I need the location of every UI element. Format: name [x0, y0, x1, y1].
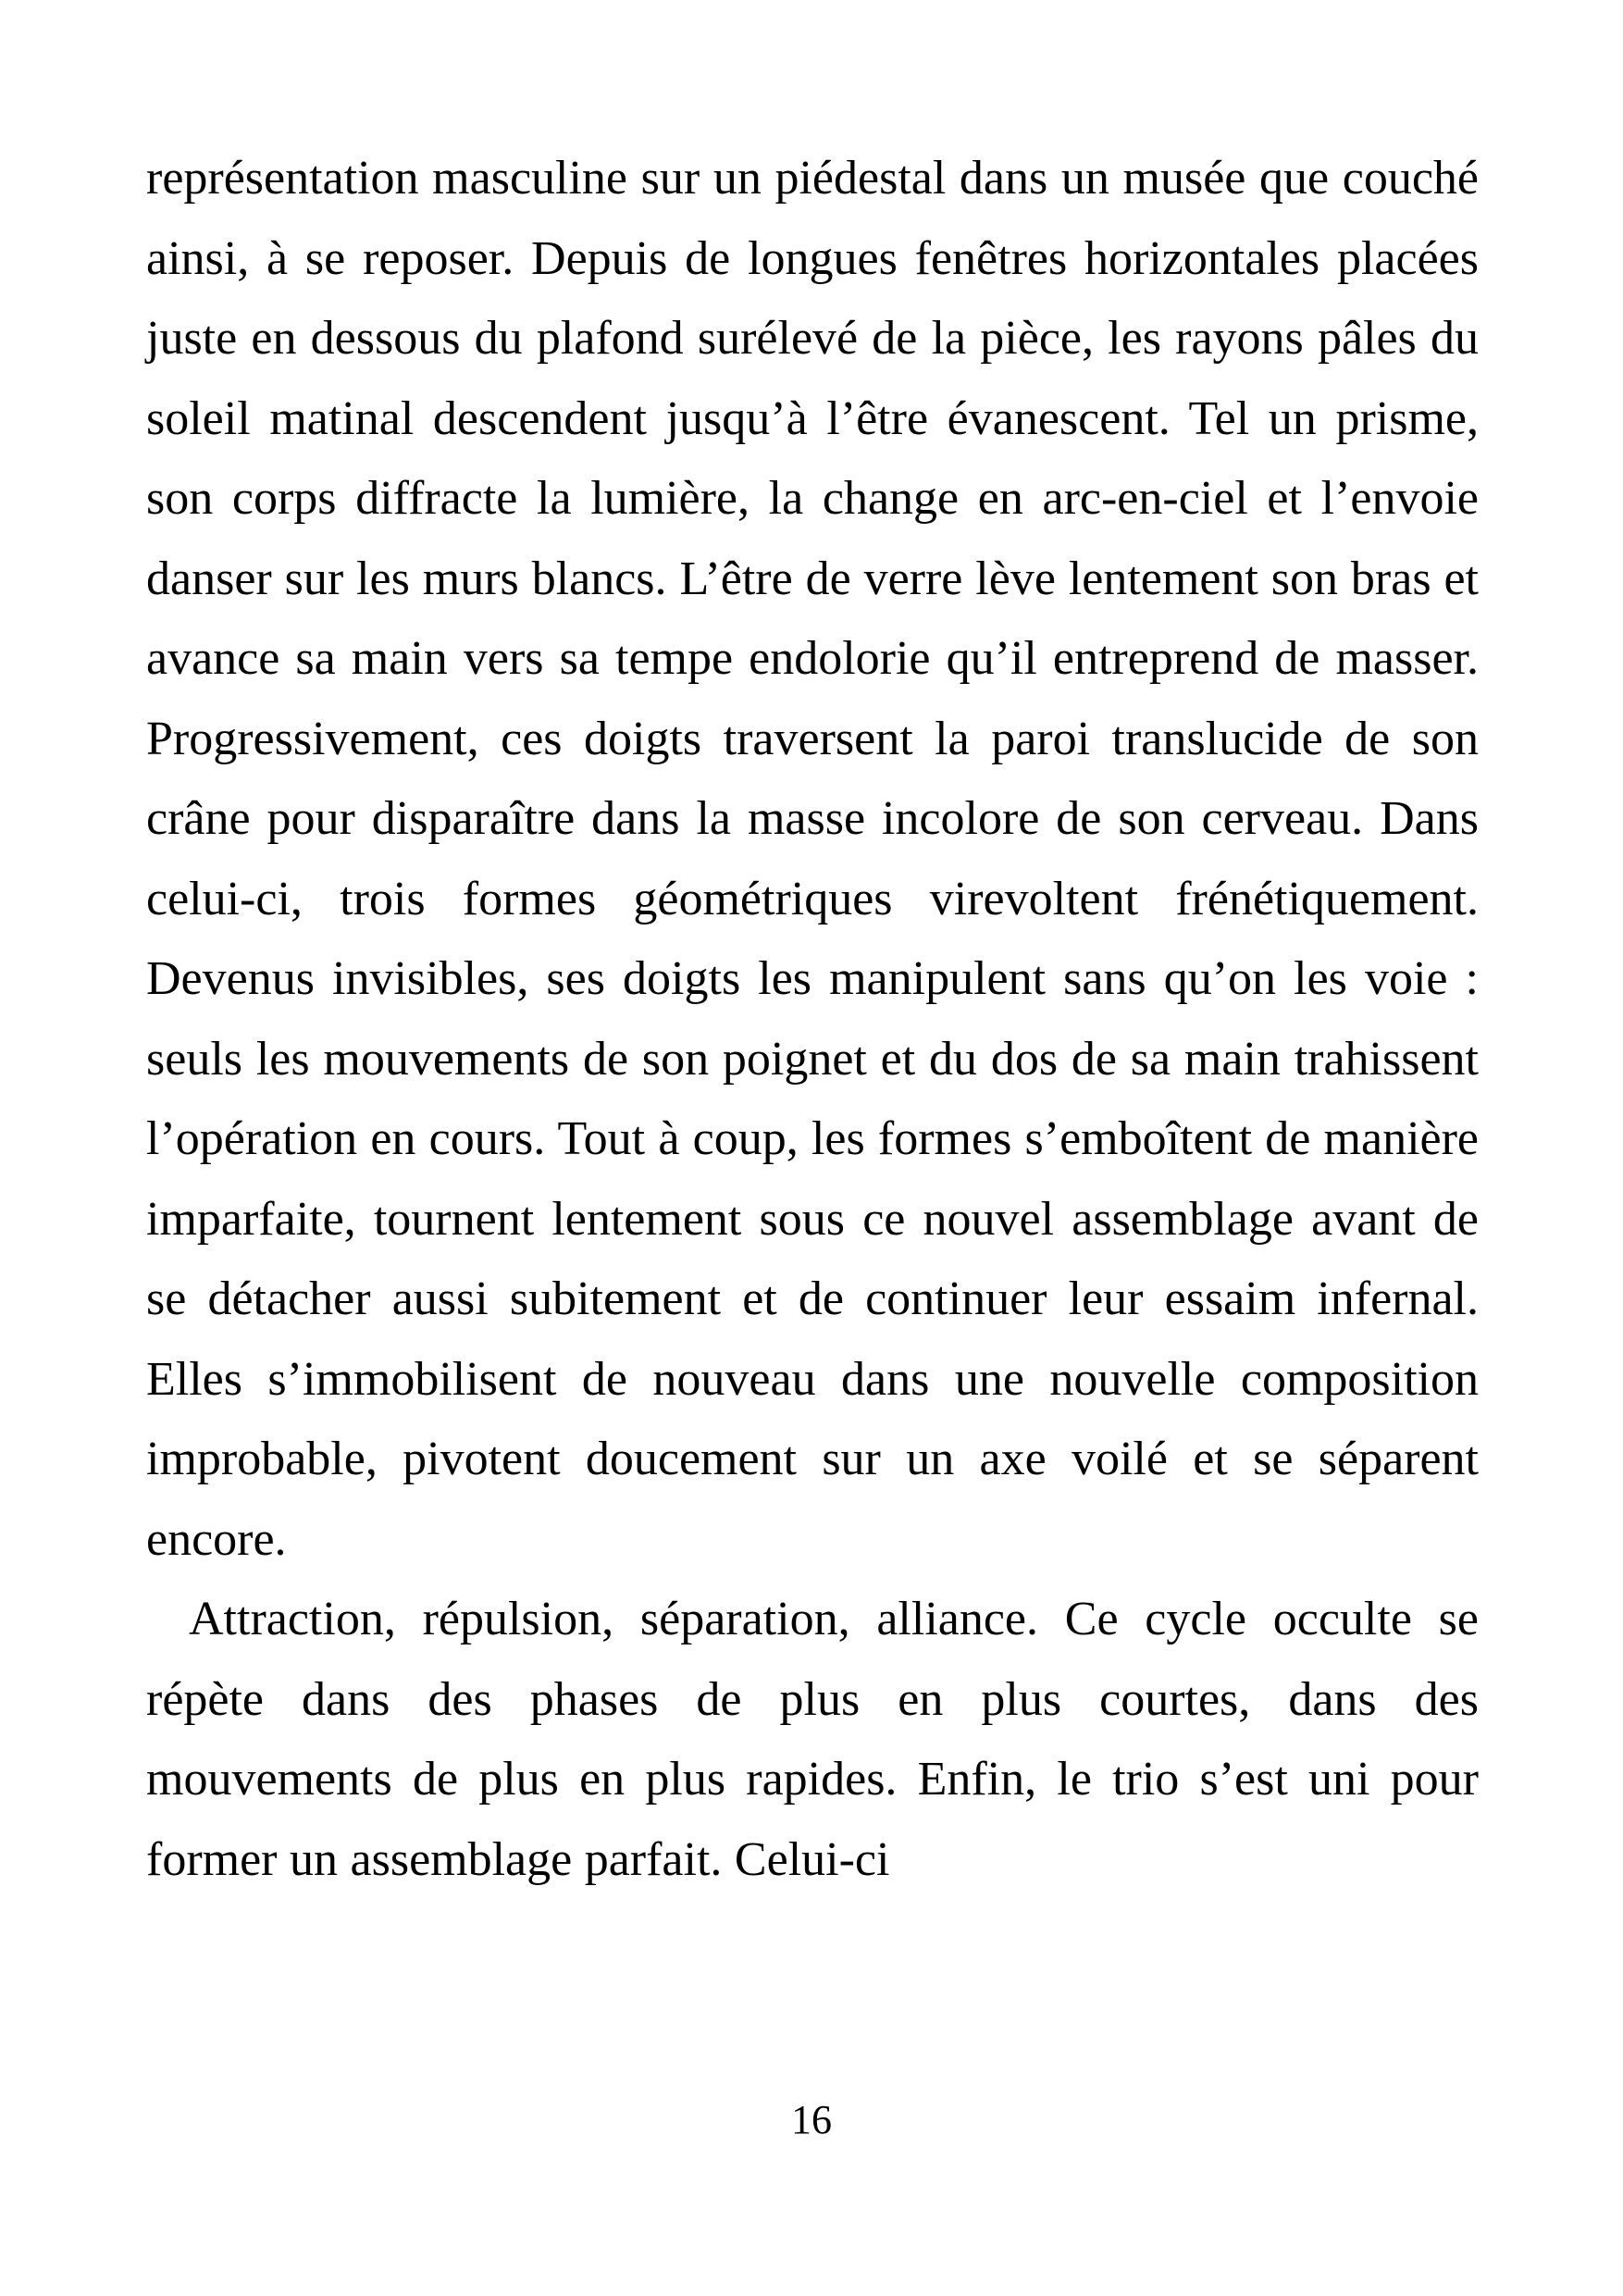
body-paragraph-attraction: Attraction, répulsion, séparation, alliance. Ce cycle occulte se répète dans des phases de plus en plus courtes, dans des mouvements de plus en plus rapides. Enfin, le trio s’est uni pour former un assemblage parfait. Celui-ci	[146, 1593, 1479, 1886]
page-number: 16	[791, 2097, 832, 2142]
text-column	[146, 139, 1479, 1900]
body-paragraph-continuation: représentation masculine sur un piédestal dans un musée que couché ainsi, à se reposer. Depuis de longues fenêtres horizontales placées juste en dessous du plafond surélevé de la pièce, les rayons pâles du soleil matinal descendent jusqu’à l’être évanescent. Tel un prisme, son corps diffracte la lumière, la change en arc-en-ciel et l’envoie danser sur les murs blancs. L’être de verre lève lentement son bras et avance sa main vers sa tempe endolorie qu’il entreprend de masser. Progressivement, ces doigts traversent la paroi translucide de son crâne pour disparaître dans la masse incolore de son cerveau. Dans celui-ci, trois formes géométriques virevoltent frénétiquement. Devenus invisibles, ses doigts les manipulent sans qu’on les voie : seuls les mouvements de son poignet et du dos de sa main trahissent l’opération en cours. Tout à coup, les formes s’emboîtent de manière imparfaite, tournent lentement sous ce nouvel assemblage avant de se détacher aussi subitement et de continuer leur essaim infernal. Elles s’immobilisent de nouveau dans une nouvelle composition improbable, pivotent doucement sur un axe voilé et se séparent encore.	[146, 152, 1479, 1566]
